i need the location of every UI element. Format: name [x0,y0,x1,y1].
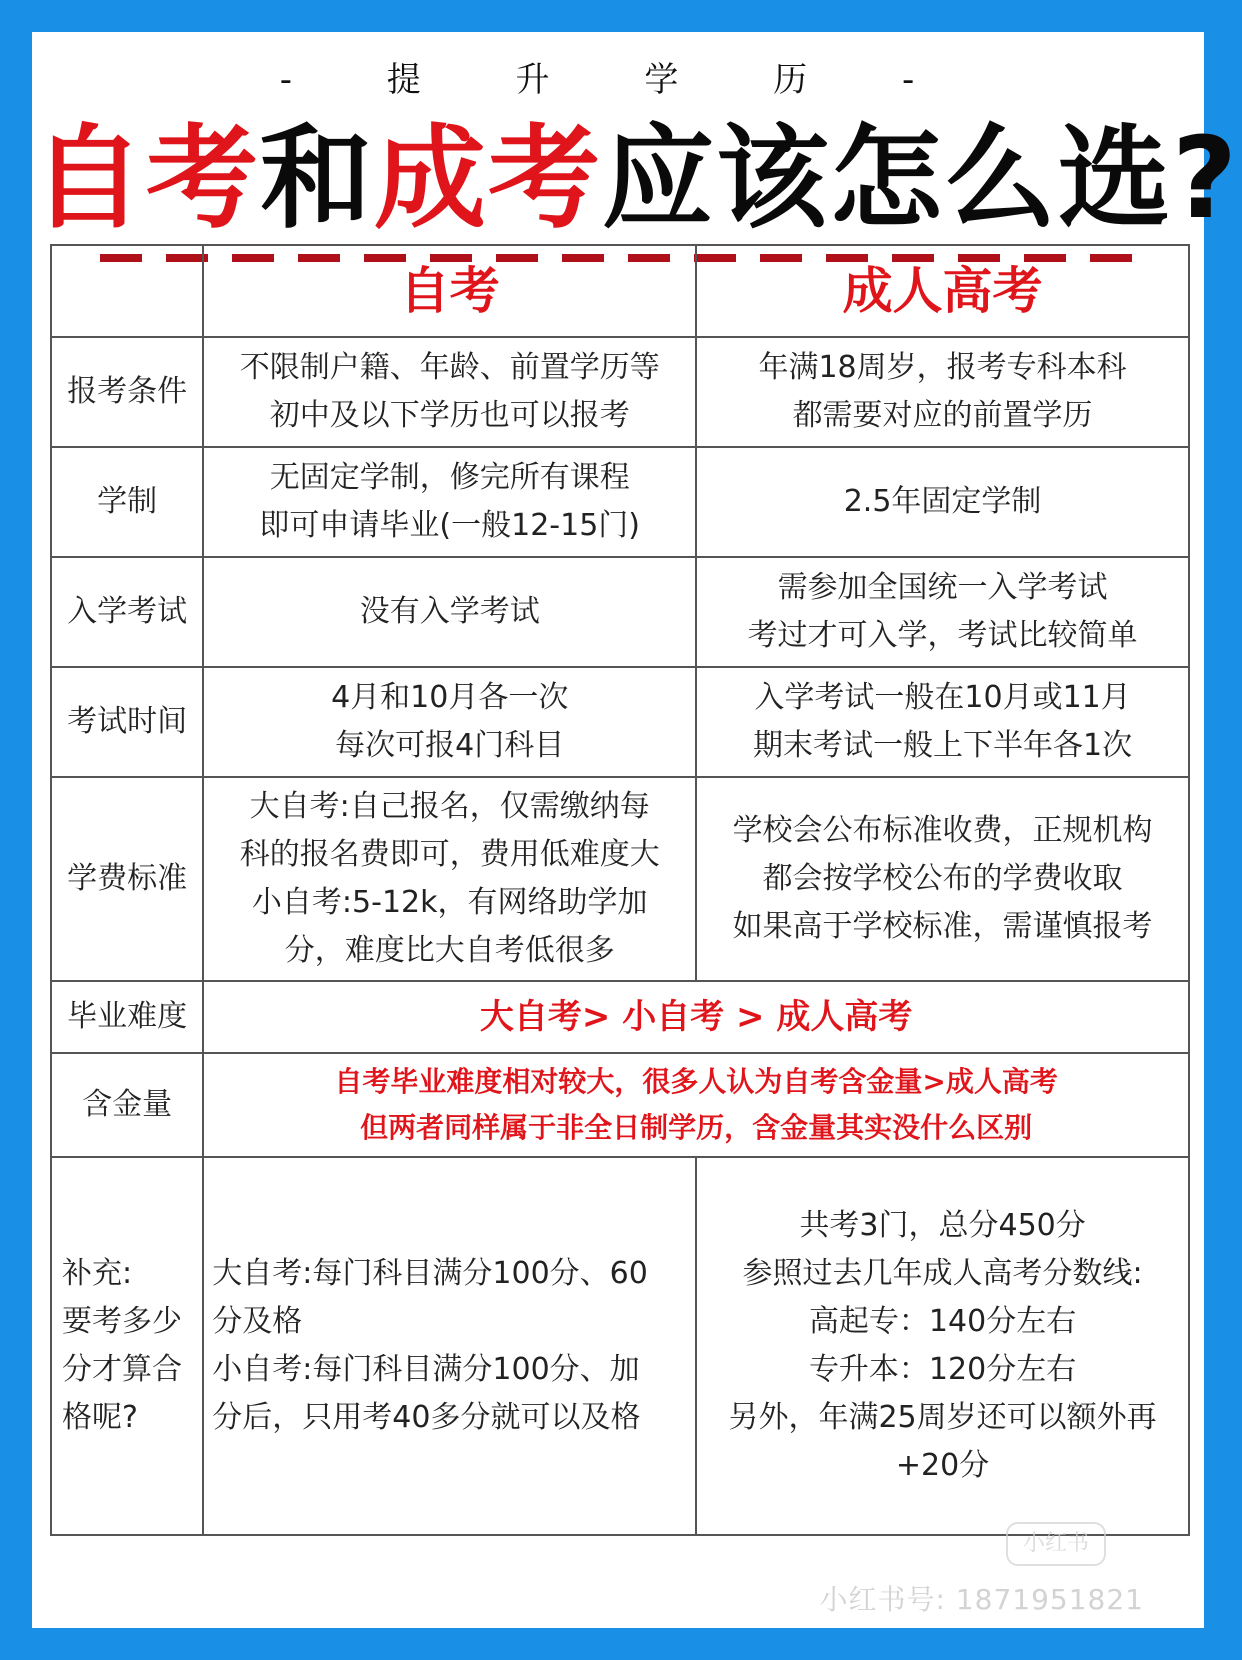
cell-line: 分才算合 [62,1352,182,1387]
cell-line: 专升本：120分左右 [808,1352,1077,1387]
cell-line: 即可申请毕业(一般12-15门) [259,508,641,543]
header-zikao: 自考 [203,245,696,337]
cell-zikao [203,667,696,777]
cell-line: 入学考试一般在10月或11月 [754,680,1131,715]
cell-line: 学校会公布标准收费，正规机构 [732,813,1153,848]
cell-line: 自考毕业难度相对较大，很多人认为自考含金量>成人高考 [334,1065,1058,1098]
watermark-logo: 小红书 [1006,1522,1106,1566]
cell-line: 没有入学考试 [359,594,540,629]
cell-line: 但两者同样属于非全日制学历，含金量其实没什么区别 [360,1111,1033,1144]
merged-cell-difficulty: 大自考> 小自考 > 成人高考 [203,981,1189,1053]
table-row [51,557,1189,667]
cell-line: 高起专：140分左右 [808,1304,1077,1339]
cell-line: 小自考:5-12k，有网络助学加 [251,885,648,920]
cell-line: 都需要对应的前置学历 [792,398,1093,433]
cell-zikao [203,447,696,557]
cell-line: 分，难度比大自考低很多 [284,933,615,968]
cell-line: 期末考试一般上下半年各1次 [753,728,1133,763]
cell-zikao [203,1157,696,1535]
cell-line: 4月和10月各一次 [331,680,569,715]
cell-chengkao [696,337,1189,447]
cell-chengkao [696,557,1189,667]
table-row [51,337,1189,447]
headline-part-he: 和 [260,114,374,244]
subtitle: - 提 升 学 历 - [279,60,957,100]
cell-line: 初中及以下学历也可以报考 [269,398,630,433]
table-row [51,777,1189,981]
cell-line: 大自考:自己报名，仅需缴纳每 [249,789,650,824]
cell-line: 科的报名费即可，费用低难度大 [239,837,660,872]
table-header-row [51,245,1189,337]
cell-line: 格呢? [62,1400,138,1435]
cell-line: 小自考:每门科目满分100分、加 [212,1352,640,1387]
cell-line: 需参加全国统一入学考试 [777,570,1108,605]
watermark-id: 小红书号: 1871951821 [819,1583,1144,1616]
cell-chengkao [696,667,1189,777]
cell-chengkao [696,447,1189,557]
row-label-supplement [51,1157,203,1535]
cell-line: 分及格 [212,1304,303,1339]
table-row [51,447,1189,557]
header-chengkao: 成人高考 [696,245,1189,337]
headline-part-zikao: 自考 [32,114,260,244]
cell-line: 分后，只用考40多分就可以及格 [212,1400,641,1435]
cell-zikao [203,557,696,667]
header-empty-cell [51,245,203,337]
row-label: 毕业难度 [51,981,203,1053]
row-label: 报考条件 [51,337,203,447]
cell-line: 参照过去几年成人高考分数线: [742,1256,1143,1291]
headline-part-question: 应该怎么选? [602,114,1239,244]
row-label: 考试时间 [51,667,203,777]
headline-part-chengkao: 成考 [374,114,602,244]
cell-line: +20分 [895,1448,990,1483]
cell-chengkao [696,1157,1189,1535]
cell-line: 年满18周岁，报考专科本科 [758,350,1127,385]
cell-line: 2.5年固定学制 [843,484,1042,519]
row-label: 学费标准 [51,777,203,981]
table-row [51,981,1189,1053]
cell-line: 大自考:每门科目满分100分、60 [212,1256,648,1291]
table-row [51,1053,1189,1157]
row-label: 含金量 [51,1053,203,1157]
row-label: 入学考试 [51,557,203,667]
cell-line: 不限制户籍、年龄、前置学历等 [239,350,660,385]
comparison-table [50,244,1190,1536]
cell-line: 都会按学校公布的学费收取 [762,861,1123,896]
content-card [32,32,1239,1628]
table-row [51,667,1189,777]
cell-line: 无固定学制，修完所有课程 [269,460,630,495]
cell-line: 每次可报4门科目 [335,728,565,763]
cell-line: 补充: [62,1256,133,1291]
cell-line: 共考3门，总分450分 [799,1208,1086,1243]
cell-chengkao [696,777,1189,981]
merged-cell-value [203,1053,1189,1157]
row-label: 学制 [51,447,203,557]
cell-line: 另外，年满25周岁还可以额外再 [728,1400,1157,1435]
cell-zikao [203,777,696,981]
table-row [51,1157,1189,1535]
cell-line: 考过才可入学，考试比较简单 [747,618,1138,653]
headline [32,114,1239,244]
cell-zikao [203,337,696,447]
cell-line: 要考多少 [62,1304,182,1339]
cell-line: 如果高于学校标准，需谨慎报考 [732,909,1153,944]
